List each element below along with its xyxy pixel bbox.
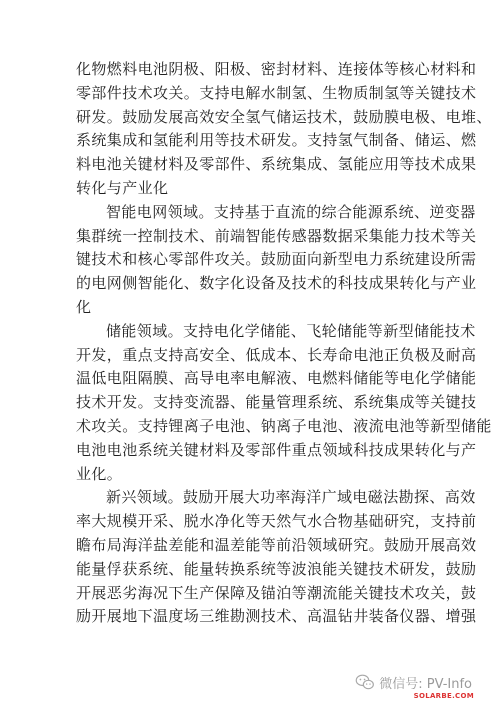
text-line: 键技术和核心零部件攻关。鼓励面向新型电力系统建设所需 — [76, 250, 477, 269]
text-line: 化物燃料电池阴极、阳极、密封材料、连接体等核心材料和 — [76, 60, 477, 78]
text-line: 转化与产业化 — [76, 178, 169, 197]
text-line: 技术开发。支持变流器、能量管理系统、系统集成等关键技 — [76, 393, 477, 412]
wechat-icon — [355, 672, 375, 692]
paragraph-emerging — [76, 486, 477, 629]
text-line: 研发。鼓励发展高效安全氢气储运技术，鼓励膜电极、电堆、 — [76, 107, 492, 126]
text-line: 开发，重点支持高安全、低成本、长寿命电池正负极及耐高 — [76, 345, 477, 364]
text-line: 开展恶劣海况下生产保障及锚泊等潮流能关键技术攻关，鼓 — [76, 583, 477, 602]
text-line: 能量俘获系统、能量转换系统等波浪能关键技术研发，鼓励 — [76, 559, 477, 578]
text-line: 励开展地下温度场三维勘测技术、高温钻井装备仪器、增强 — [76, 607, 477, 626]
text-line: 业化。 — [76, 464, 123, 483]
site-logo: SOLARBE.COM — [413, 692, 474, 700]
paragraph-smart-grid — [76, 201, 477, 320]
text-line: 温低电阻隔膜、高导电率电解液、电燃料储能等电化学储能 — [76, 369, 477, 388]
text-line: 率大规模开采、脱水净化等天然气水合物基础研究，支持前 — [76, 512, 477, 531]
text-line: 零部件技术攻关。支持电解水制氢、生物质制氢等关键技术 — [76, 83, 477, 102]
text-line: 化 — [76, 297, 92, 316]
paragraph-energy-storage — [76, 320, 492, 487]
wechat-watermark — [355, 672, 472, 692]
text-line: 术攻关。支持锂离子电池、钠离子电池、液流电池等新型储能 — [76, 416, 492, 435]
text-line: 新兴领域。鼓励开展大功率海洋广域电磁法勘探、高效 — [106, 488, 476, 507]
document-body — [76, 58, 492, 629]
text-line: 集群统一控制技术、前端智能传感器数据采集能力技术等关 — [76, 226, 477, 245]
text-line: 瞻布局海洋盐差能和温差能等前沿领域研究。鼓励开展高效 — [76, 535, 477, 554]
text-line: 电池电池系统关键材料及零部件重点领域科技成果转化与产 — [76, 440, 477, 459]
paragraph-hydrogen — [76, 58, 492, 201]
text-line: 智能电网领域。支持基于直流的综合能源系统、逆变器 — [106, 202, 476, 221]
text-line: 储能领域。支持电化学储能、飞轮储能等新型储能技术 — [106, 321, 476, 340]
text-line: 的电网侧智能化、数字化设备及技术的科技成果转化与产业 — [76, 274, 477, 293]
text-line: 系统集成和氢能利用等技术研发。支持氢气制备、储运、燃 — [76, 131, 477, 150]
watermark-text: 微信号: PV-Info — [379, 676, 472, 692]
text-line: 料电池关键材料及零部件、系统集成、氢能应用等技术成果 — [76, 155, 477, 174]
